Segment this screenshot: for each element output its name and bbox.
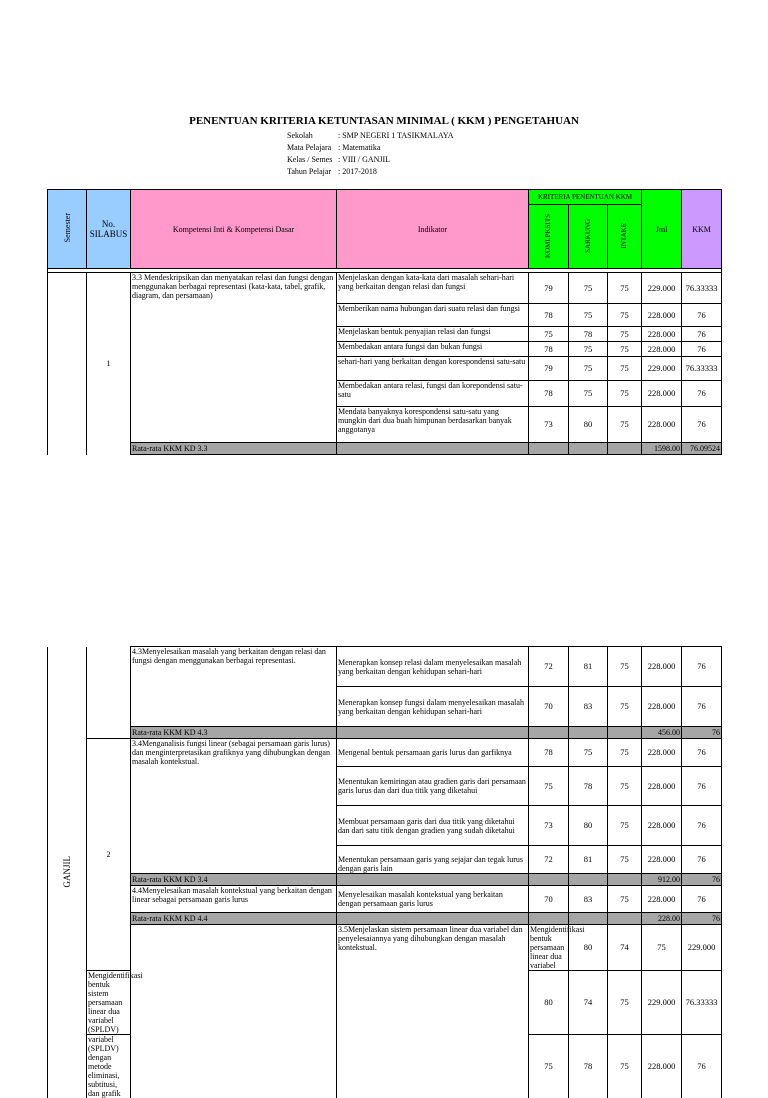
kompleksitas-value: 75 [529, 767, 569, 806]
indikator-cell: Menjelaskan bentuk penyajian relasi dan fungsi [337, 327, 529, 342]
kompleksitas-value: 80 [529, 971, 569, 1035]
kompleksitas-value: 79 [529, 273, 569, 304]
kkm-value: 76.33333 [682, 273, 722, 304]
intake-value: 75 [608, 357, 642, 381]
sarkung-value: 74 [608, 925, 642, 971]
kompleksitas-value: 78 [529, 342, 569, 357]
jml-value: 228.000 [642, 381, 682, 407]
kkm-value: 76 [682, 886, 722, 913]
intake-value: 75 [608, 273, 642, 304]
kd-text: 3.4Menganalisis fungsi linear (sebagai persamaan garis lurus) dan menginterpretasikan grafiknya yang dihubungkan dengan masalah kontekstual. [131, 739, 337, 874]
indikator-cell: Memberikan nama hubungan dari suatu relasi dan fungsi [337, 304, 529, 327]
jml-value: 229.000 [642, 971, 682, 1035]
sarkung-value: 78 [569, 767, 608, 806]
sarkung-value: 75 [569, 342, 608, 357]
jml-value: 228.000 [642, 886, 682, 913]
kkm-value: 76 [682, 1035, 722, 1098]
intake-value: 75 [608, 767, 642, 806]
jml-value: 228.000 [642, 846, 682, 874]
intake-value: 75 [608, 687, 642, 727]
kkm-value: 76 [682, 806, 722, 846]
indikator-cell: Menerapkan konsep relasi dalam menyelesaikan masalah yang berkaitan dengan kehidupan sehari-hari [337, 647, 529, 687]
kompleksitas-value: 73 [529, 806, 569, 846]
sarkung-value: 75 [569, 273, 608, 304]
kompleksitas-value: 78 [529, 381, 569, 407]
silabus-cell [87, 647, 131, 739]
meta-value: : 2017-2018 [338, 166, 377, 178]
semester-ganjil: GANJIL [48, 647, 87, 1098]
intake-value: 75 [608, 327, 642, 342]
sarkung-value: 83 [569, 687, 608, 727]
sarkung-value: 75 [569, 381, 608, 407]
meta-row-school [287, 130, 454, 142]
kkm-value: 76.33333 [682, 357, 722, 381]
intake-value: 75 [608, 739, 642, 767]
jml-value: 229.000 [682, 925, 722, 971]
meta-row-class [287, 154, 454, 166]
average-jml: 912.00 [642, 874, 682, 886]
intake-value: 75 [608, 846, 642, 874]
indikator-cell: Membedakan antara relasi, fungsi dan korepondensi satu-satu [337, 381, 529, 407]
indikator-cell: Menjelaskan dengan kata-kata dari masalah sehari-hari yang berkaitan dengan relasi dan fungsi [337, 273, 529, 304]
kompleksitas-value: 78 [529, 739, 569, 767]
kkm-value: 76.33333 [682, 971, 722, 1035]
jml-value: 228.000 [642, 342, 682, 357]
school-info [287, 130, 454, 178]
average-jml: 228.00 [642, 913, 682, 925]
sarkung-value: 80 [569, 806, 608, 846]
indikator-cell: Menentukan kemiringan atau gradien garis dari persamaan garis lurus dan dari dua titik yang diketahui [337, 767, 529, 806]
jml-value: 228.000 [642, 647, 682, 687]
average-row [48, 443, 722, 455]
average-label: Rata-rata KKM KD 4.3 [131, 727, 337, 739]
kompleksitas-value: 80 [569, 925, 608, 971]
intake-value: 75 [608, 886, 642, 913]
kd-text: 3.5Menjelaskan sistem persamaan linear dua variabel dan penyelesaiannya yang dihubungkan dengan masalah kontekstual. [337, 925, 529, 1098]
jml-value: 228.000 [642, 687, 682, 727]
average-jml: 456.00 [642, 727, 682, 739]
header-kompleksitas: KOMLPKSITS [529, 205, 569, 269]
sarkung-value: 81 [569, 846, 608, 874]
table-row [48, 273, 722, 304]
header-jml: Jml [642, 190, 682, 269]
average-row [48, 913, 722, 925]
kkm-value: 76 [682, 647, 722, 687]
kkm-value: 76 [682, 739, 722, 767]
silabus-cell [131, 925, 337, 1098]
meta-row-year [287, 166, 454, 178]
kompleksitas-value: 73 [529, 407, 569, 443]
average-row [48, 727, 722, 739]
intake-value: 75 [608, 381, 642, 407]
indikator-cell: Mengidentifikasi bentuk sistem persamaan linear dua variabel (SPLDV) [87, 971, 131, 1035]
sarkung-value: 75 [569, 304, 608, 327]
average-jml: 1598.00 [642, 443, 682, 455]
kompleksitas-value: 79 [529, 357, 569, 381]
indikator-cell: Mengidentifikasi bentuk persamaan linear dua variabel [529, 925, 569, 971]
indikator-cell: Membedakan antara fungsi dan bukan fungsi [337, 342, 529, 357]
kompleksitas-value: 78 [529, 304, 569, 327]
indikator-cell: sehari-hari yang berkaitan dengan korespondensi satu-satu [337, 357, 529, 381]
header-kompetensi: Kompetensi Inti & Kompetensi Dasar [131, 190, 337, 269]
intake-value: 75 [608, 806, 642, 846]
jml-value: 228.000 [642, 739, 682, 767]
indikator-cell: variabel (SPLDV) dengan metode eliminasi, subtitusi, dan grafik [87, 1035, 131, 1098]
header-indikator: Indikator [337, 190, 529, 269]
indikator-cell: Mendata banyaknya korespondensi satu-satu yang mungkin dari dua buah himpunan berdasarkan banyak anggotanya [337, 407, 529, 443]
sarkung-value: 75 [569, 357, 608, 381]
jml-value: 228.000 [642, 407, 682, 443]
kompleksitas-value: 75 [529, 327, 569, 342]
sarkung-value: 78 [569, 1035, 608, 1098]
kkm-value: 76 [682, 687, 722, 727]
kompleksitas-value: 70 [529, 886, 569, 913]
average-kkm: 76.09524 [682, 443, 722, 455]
kkm-value: 76 [682, 407, 722, 443]
kkm-value: 76 [682, 381, 722, 407]
table-row [48, 647, 722, 687]
intake-value: 75 [608, 342, 642, 357]
indikator-cell: Mengenal bentuk persamaan garis lurus dan garfiknya [337, 739, 529, 767]
meta-row-subject [287, 142, 454, 154]
average-row [48, 874, 722, 886]
header-intake: INTAKE [608, 205, 642, 269]
sarkung-value: 74 [569, 971, 608, 1035]
table-row [48, 739, 722, 767]
jml-value: 229.000 [642, 357, 682, 381]
meta-value: : SMP NEGERI 1 TASIKMALAYA [338, 130, 454, 142]
sarkung-value: 83 [569, 886, 608, 913]
sarkung-value: 80 [569, 407, 608, 443]
header-silabus: No. SILABUS [87, 190, 131, 269]
jml-value: 228.000 [642, 767, 682, 806]
silabus-number: 1 [87, 273, 131, 455]
average-kkm: 76 [682, 727, 722, 739]
sarkung-value: 78 [569, 327, 608, 342]
kd-text: 3.3 Mendeskripsikan dan menyatakan relasi dan fungsi dengan menggunakan berbagai representasi (kata-kata, tabel, grafik, diagram, dan persamaan) [131, 273, 337, 443]
average-label: Rata-rata KKM KD 3.3 [131, 443, 337, 455]
meta-label: Mata Pelajara [287, 142, 338, 154]
sarkung-value: 81 [569, 647, 608, 687]
kompleksitas-value: 75 [529, 1035, 569, 1098]
header-kkm: KKM [682, 190, 722, 269]
meta-label: Sekolah [287, 130, 338, 142]
average-kkm: 76 [682, 874, 722, 886]
page-title: PENENTUAN KRITERIA KETUNTASAN MINIMAL ( KKM ) PENGETAHUAN [0, 115, 768, 127]
kompleksitas-value: 70 [529, 687, 569, 727]
header-semester: Semester [48, 190, 87, 269]
meta-value: : Matematika [338, 142, 380, 154]
kkm-table-section-2 [47, 646, 722, 1098]
meta-label: Tahun Pelajar [287, 166, 338, 178]
header-kriteria: KRITERIA PENENTUAN KKM [529, 190, 642, 205]
average-label: Rata-rata KKM KD 3.4 [131, 874, 337, 886]
meta-label: Kelas / Semes [287, 154, 338, 166]
kkm-value: 76 [682, 327, 722, 342]
kd-text: 4.4Menyelesaikan masalah kontekstual yang berkaitan dengan linear sebagai persamaan garis lurus [131, 886, 337, 913]
silabus-number: 2 [87, 739, 131, 971]
indikator-cell: Menentukan persamaan garis yang sejajar dan tegak lurus dengan garis lain [337, 846, 529, 874]
average-kkm: 76 [682, 913, 722, 925]
sarkung-value: 75 [569, 739, 608, 767]
kkm-value: 76 [682, 342, 722, 357]
intake-value: 75 [608, 647, 642, 687]
header-sarkung: SARKUNG [569, 205, 608, 269]
jml-value: 228.000 [642, 327, 682, 342]
indikator-cell: Menerapkan konsep fungsi dalam menyelesaikan masalah yang berkaitan dengan kehidupan sehari-hari [337, 687, 529, 727]
kkm-value: 76 [682, 846, 722, 874]
jml-value: 228.000 [642, 304, 682, 327]
intake-value: 75 [608, 304, 642, 327]
meta-value: : VIII / GANJIL [338, 154, 390, 166]
table-row [48, 925, 722, 971]
kkm-table-section-1 [47, 189, 722, 455]
kkm-value: 76 [682, 304, 722, 327]
jml-value: 229.000 [642, 273, 682, 304]
jml-value: 228.000 [642, 806, 682, 846]
kompleksitas-value: 72 [529, 647, 569, 687]
intake-value: 75 [608, 971, 642, 1035]
average-label: Rata-rata KKM KD 4.4 [131, 913, 337, 925]
semester-cell [48, 273, 87, 455]
indikator-cell: Membuat persamaan garis dari dua titik yang diketahui dan dari satu titik dengan gradien yang sudah diketahui [337, 806, 529, 846]
intake-value: 75 [608, 407, 642, 443]
kkm-value: 76 [682, 767, 722, 806]
intake-value: 75 [608, 1035, 642, 1098]
indikator-cell: Menyelesaikan masalah kontekstual yang berkaitan dengan persamaan garis lurus [337, 886, 529, 913]
intake-value: 75 [642, 925, 682, 971]
kd-text: 4.3Menyelesaikan masalah yang berkaitan dengan relasi dan fungsi dengan menggunakan berbagai representasi. [131, 647, 337, 727]
table-row [48, 886, 722, 913]
kompleksitas-value: 72 [529, 846, 569, 874]
jml-value: 228.000 [642, 1035, 682, 1098]
